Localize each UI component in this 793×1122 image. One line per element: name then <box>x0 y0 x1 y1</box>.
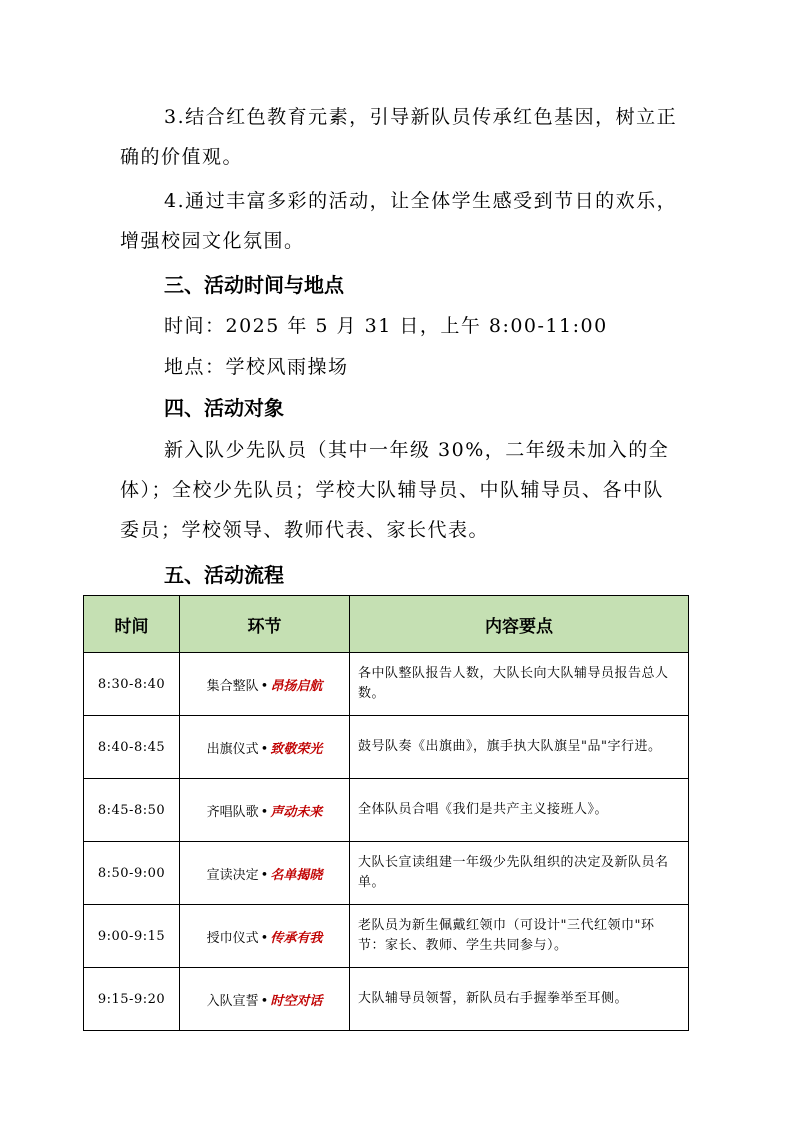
row-time: 8:45-8:50 <box>84 779 180 842</box>
step-name: 授巾仪式 <box>206 930 259 946</box>
table-row <box>84 716 689 779</box>
step-slogan: 声动未来 <box>270 804 323 820</box>
table-row <box>84 842 689 905</box>
table-row <box>84 779 689 842</box>
activity-flow-table <box>83 595 689 1031</box>
row-step <box>180 842 350 905</box>
section-3-heading: 三、活动时间与地点 <box>164 273 344 297</box>
row-time: 9:00-9:15 <box>84 905 180 968</box>
step-name: 入队宣誓 <box>206 993 259 1009</box>
activity-place: 地点：学校风雨操场 <box>164 356 349 378</box>
section-4-heading: 四、活动对象 <box>164 396 284 420</box>
table-header-row <box>84 596 689 653</box>
row-content: 大队辅导员领誓，新队员右手握拳举至耳侧。 <box>350 968 689 1031</box>
section-5-heading: 五、活动流程 <box>164 563 284 587</box>
activity-time: 时间：2025 年 5 月 31 日，上午 8:00-11:00 <box>164 315 608 337</box>
step-name: 宣读决定 <box>206 867 259 883</box>
bullet-dot: • <box>260 930 269 946</box>
row-time: 8:50-9:00 <box>84 842 180 905</box>
paragraph-3: 3.结合红色教育元素，引导新队员传承红色基因，树立正确的价值观。 <box>120 106 678 168</box>
bullet-dot: • <box>260 993 269 1009</box>
step-slogan: 昂扬启航 <box>270 678 323 694</box>
table-row <box>84 905 689 968</box>
step-name: 集合整队 <box>206 678 259 694</box>
table-row <box>84 653 689 716</box>
paragraph-4: 4.通过丰富多彩的活动，让全体学生感受到节日的欢乐，增强校园文化氛围。 <box>120 190 678 252</box>
bullet-dot: • <box>260 867 269 883</box>
row-time: 9:15-9:20 <box>84 968 180 1031</box>
row-step <box>180 779 350 842</box>
header-content: 内容要点 <box>350 596 689 653</box>
step-slogan: 致敬荣光 <box>270 741 323 757</box>
bullet-dot: • <box>260 741 269 757</box>
step-slogan: 名单揭晓 <box>270 867 323 883</box>
row-content: 老队员为新生佩戴红领巾（可设计"三代红领巾"环节：家长、教师、学生共同参与）。 <box>350 905 689 968</box>
bullet-dot: • <box>260 804 269 820</box>
row-step <box>180 905 350 968</box>
row-time: 8:40-8:45 <box>84 716 180 779</box>
step-slogan: 时空对话 <box>270 993 323 1009</box>
step-name: 出旗仪式 <box>206 741 259 757</box>
row-content: 鼓号队奏《出旗曲》，旗手执大队旗呈"品"字行进。 <box>350 716 689 779</box>
row-content: 大队长宣读组建一年级少先队组织的决定及新队员名单。 <box>350 842 689 905</box>
row-step <box>180 968 350 1031</box>
step-name: 齐唱队歌 <box>206 804 259 820</box>
table-row <box>84 968 689 1031</box>
row-content: 各中队整队报告人数，大队长向大队辅导员报告总人数。 <box>350 653 689 716</box>
row-step <box>180 653 350 716</box>
row-content: 全体队员合唱《我们是共产主义接班人》。 <box>350 779 689 842</box>
row-step <box>180 716 350 779</box>
participants-text: 新入队少先队员（其中一年级 30%，二年级未加入的全体）；全校少先队员；学校大队辅导员、中队辅导员、各中队委员；学校领导、教师代表、家长代表。 <box>120 439 670 541</box>
row-time: 8:30-8:40 <box>84 653 180 716</box>
header-step: 环节 <box>180 596 350 653</box>
header-time: 时间 <box>84 596 180 653</box>
step-slogan: 传承有我 <box>270 930 323 946</box>
bullet-dot: • <box>260 678 269 694</box>
